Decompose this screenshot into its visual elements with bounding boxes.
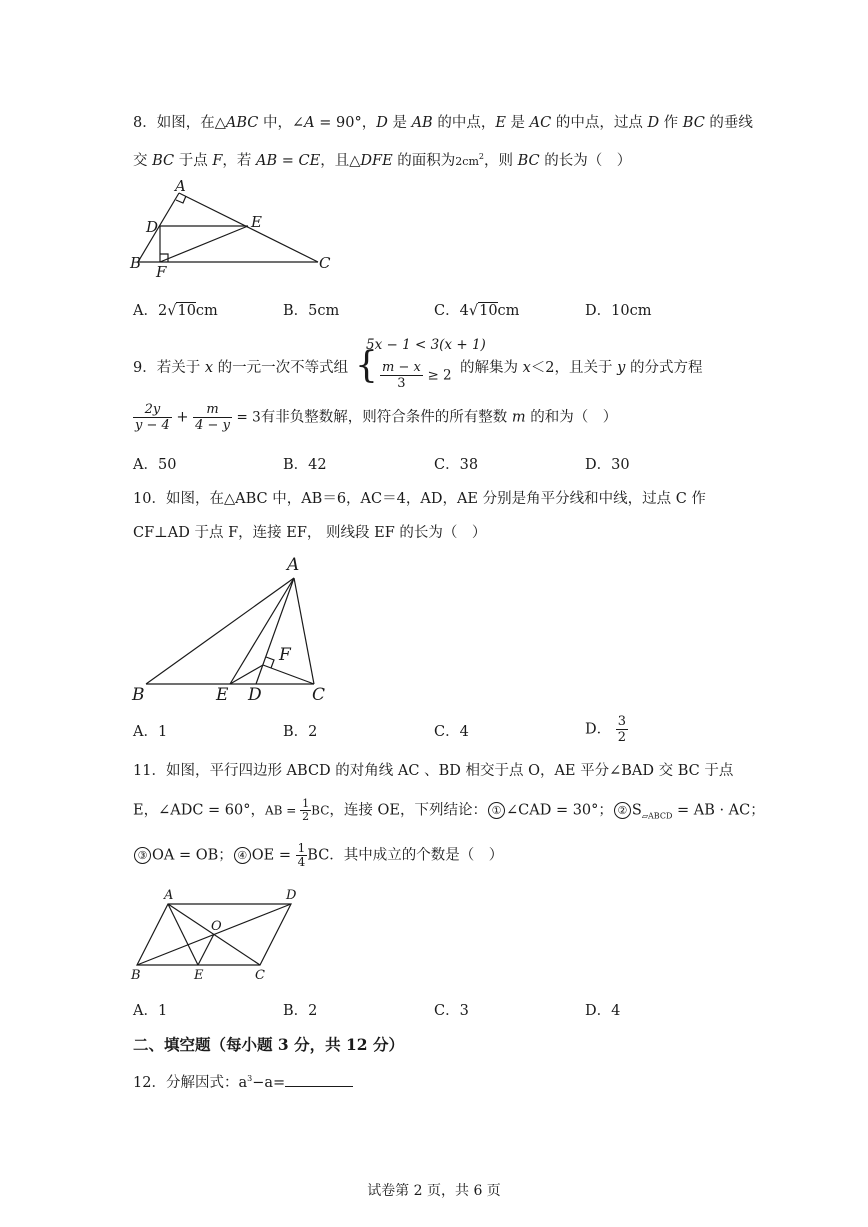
q10-line2: CF⊥AD 于点 F，连接 EF， 则线段 EF 的长为（ ） bbox=[133, 525, 487, 541]
q8-edge-ac bbox=[179, 193, 318, 262]
q9-option-b: B．42 bbox=[283, 457, 327, 473]
q8-option-b: B．5cm bbox=[283, 303, 340, 319]
section2-title: 二、填空题（每小题 3 分，共 12 分） bbox=[133, 1035, 404, 1054]
page-footer: 试卷第 2 页，共 6 页 bbox=[367, 1183, 501, 1199]
q11-label-d: D bbox=[286, 888, 297, 903]
q10-label-d: D bbox=[248, 685, 262, 705]
q8-segment-fe bbox=[160, 226, 248, 262]
q10-label-b: B bbox=[132, 685, 145, 705]
q8-right-angle-a bbox=[176, 196, 186, 203]
q9-system-eq1: 5x − 1 < 3(x + 1) bbox=[366, 337, 486, 353]
q11-label-o: O bbox=[211, 919, 222, 934]
q8-label-a: A bbox=[175, 177, 186, 195]
q11-option-a: A．1 bbox=[133, 1003, 168, 1019]
q11-label-e: E bbox=[194, 968, 204, 983]
q8-line1: 8．如图，在△ABC 中，∠A = 90°，D 是 AB 的中点，E 是 AC 的中点，过点 D 作 BC 的垂线 bbox=[133, 115, 753, 131]
q10-option-a: A．1 bbox=[133, 724, 168, 740]
q8-edge-ba bbox=[138, 193, 179, 262]
q9-system-brace: { bbox=[355, 345, 378, 386]
q10-label-f: F bbox=[279, 645, 291, 665]
q10-label-c: C bbox=[312, 685, 326, 705]
q10-edge-ac bbox=[294, 578, 314, 684]
q11-line3: ③ OA = OB； ④ OE = $\frac{1}{4}$ BC．其中成立的个数是（ ） bbox=[133, 842, 503, 869]
q8-option-a: A．2√10cm bbox=[133, 303, 218, 319]
q11-line1: 11．如图，平行四边形 ABCD 的对角线 AC 、BD 相交于点 O，AE 平分∠BAD 交 BC 于点 bbox=[133, 763, 734, 779]
q10-option-b: B．2 bbox=[283, 724, 318, 740]
q11-label-c: C bbox=[255, 968, 265, 983]
q9-system-eq2: $\frac{m - x}{3}$ ≥ 2 bbox=[382, 360, 452, 391]
q8-triangle-figure bbox=[128, 175, 343, 280]
q8-label-b: B bbox=[130, 254, 142, 272]
q10-option-d: D． $\frac{3}{2}$ bbox=[585, 714, 627, 745]
q9-line1-left: 9．若关于 x 的一元一次不等式组 bbox=[133, 360, 349, 376]
q8-label-d: D bbox=[146, 218, 159, 236]
q9-option-c: C．38 bbox=[434, 457, 479, 473]
q10-label-e: E bbox=[216, 685, 229, 705]
q11-label-a: A bbox=[164, 888, 174, 903]
q11-option-d: D．4 bbox=[585, 1003, 621, 1019]
q8-option-c: C．4√10cm bbox=[434, 303, 520, 319]
q8-line2: 交 BC 于点 F，若 AB = CE，且△DFE 的面积为$2cm^2$，则 BC 的长为（ ） bbox=[133, 152, 632, 169]
q8-label-e: E bbox=[251, 213, 262, 231]
q12-line: 12．分解因式：$a^3-a=$ bbox=[133, 1068, 353, 1094]
q9-line2: $\frac{2y}{y - 4}$ + $\frac{m}{4 - y}$ = 3有非负整数解，则符合条件的所有整数 m 的和为（ ） bbox=[135, 402, 618, 433]
q8-label-c: C bbox=[319, 254, 331, 272]
q8-label-f: F bbox=[156, 263, 167, 280]
q11-line2: E，∠ADC = 60°，AB = $\frac{1}{2}$ BC，连接 OE，下列结论： ① ∠CAD = 30°； ② $S_{▱ABCD}$ = AB · AC； bbox=[133, 797, 765, 823]
q9-line1-right: 的解集为 x＜2，且关于 y 的分式方程 bbox=[460, 360, 703, 376]
q11-option-c: C．3 bbox=[434, 1003, 469, 1019]
q11-segment-oe bbox=[198, 934, 214, 965]
q11-label-b: B bbox=[131, 968, 141, 983]
q10-label-a: A bbox=[287, 555, 300, 575]
q10-option-c: C．4 bbox=[434, 724, 469, 740]
q11-parallelogram-figure bbox=[128, 882, 308, 986]
q10-line1: 10．如图，在△ABC 中，AB＝6，AC＝4，AD，AE 分别是角平分线和中线，过点 C 作 bbox=[133, 491, 706, 507]
q9-option-d: D．30 bbox=[585, 457, 630, 473]
q12-answer-blank[interactable] bbox=[285, 1072, 353, 1087]
q8-option-d: D．10cm bbox=[585, 303, 652, 319]
q11-option-b: B．2 bbox=[283, 1003, 318, 1019]
q10-segment-ef bbox=[230, 665, 263, 684]
q9-option-a: A．50 bbox=[133, 457, 177, 473]
q11-segment-ae bbox=[168, 904, 198, 965]
q10-triangle-figure bbox=[128, 552, 338, 712]
